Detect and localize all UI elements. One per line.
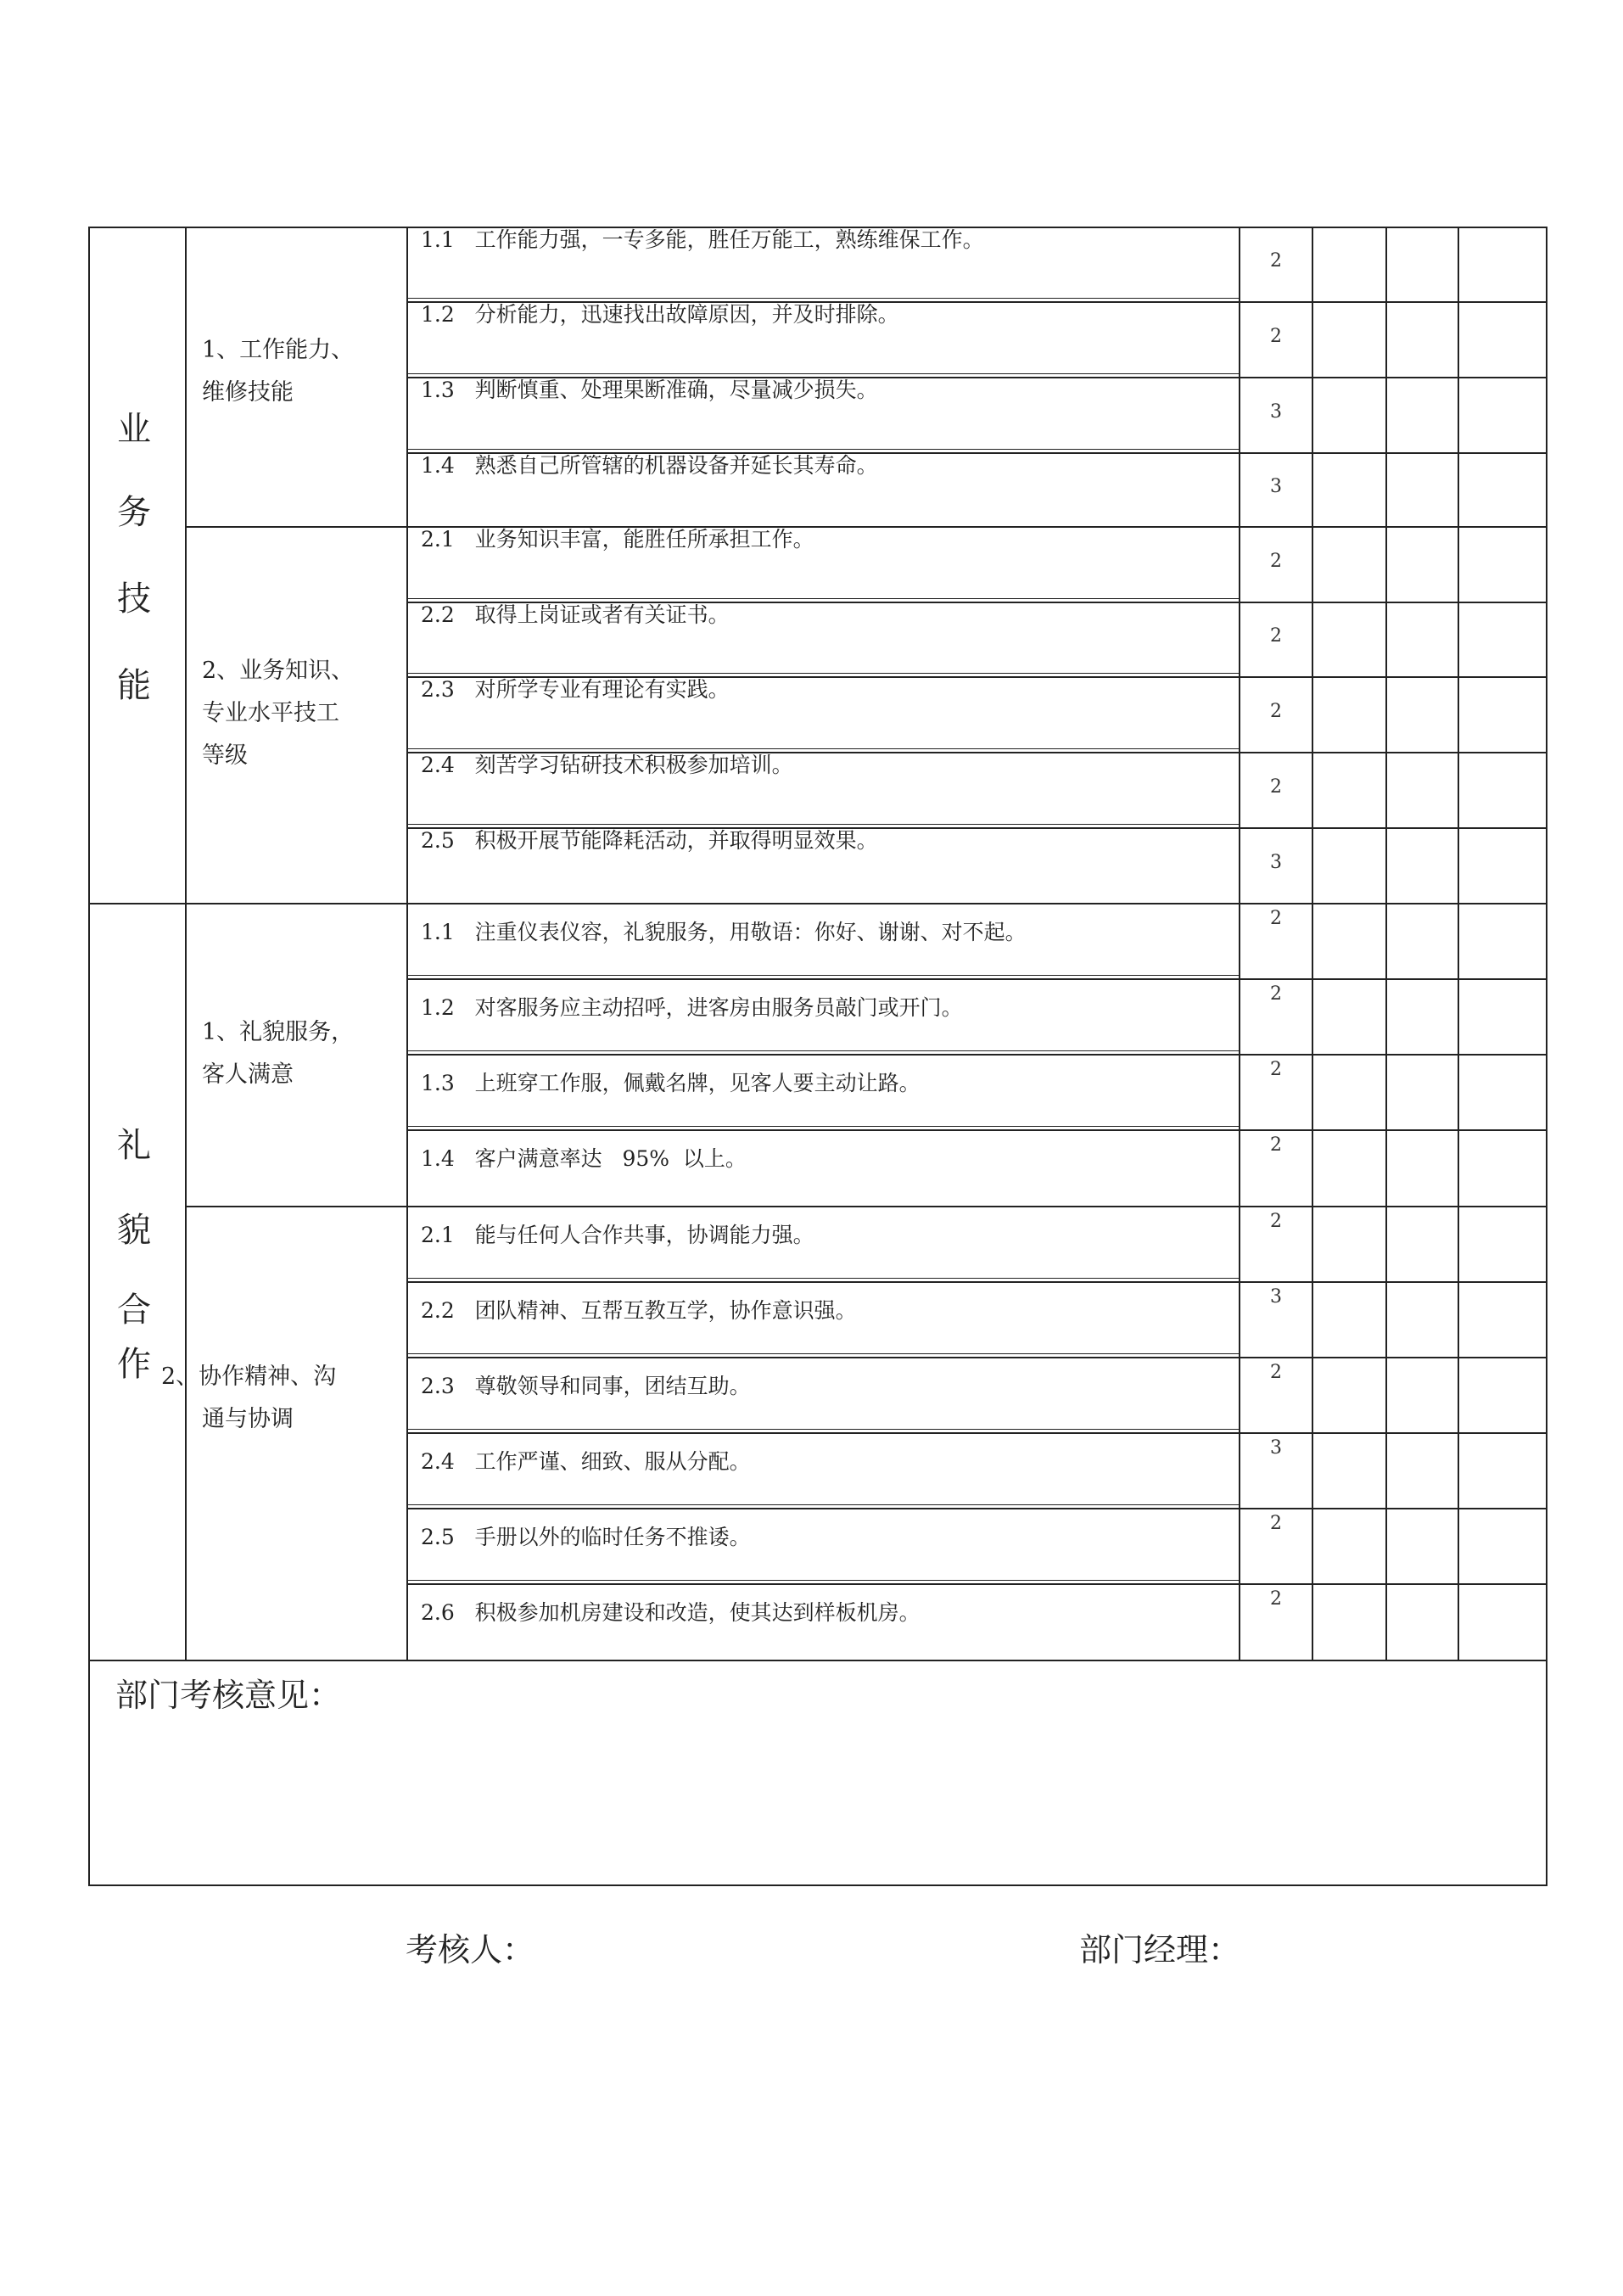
subcategory-label [202, 1011, 406, 1096]
assessor-label: 考核人： [406, 1931, 535, 1968]
item-text: 1.3 上班穿工作服，佩戴名牌，见客人要主动让路。 [421, 1071, 921, 1095]
item-score: 3 [1270, 476, 1282, 497]
row-divider-inner [406, 748, 1239, 749]
item-text: 2.5 积极开展节能降耗活动，并取得明显效果。 [421, 828, 878, 853]
subcategory-line: 1、礼貌服务， [202, 1019, 355, 1045]
manager-label: 部门经理： [1079, 1931, 1241, 1968]
row-divider-inner [406, 449, 1239, 450]
row-divider [406, 1583, 1547, 1585]
item-text: 1.2 分析能力，迅速找出故障原因，并及时排除。 [421, 302, 899, 327]
item-score: 2 [1270, 776, 1282, 798]
item-text: 1.1 工作能力强，一专多能，胜任万能工，熟练维保工作。 [421, 227, 984, 252]
row-divider-inner [406, 598, 1239, 599]
subcategory-divider [185, 1206, 1547, 1207]
item-score: 2 [1270, 701, 1282, 722]
row-divider-inner [406, 1429, 1239, 1430]
item-score: 2 [1270, 983, 1282, 1005]
item-score: 2 [1270, 1513, 1282, 1534]
category-char: 礼 [117, 1126, 151, 1165]
subcategory-line: 维修技能 [202, 379, 294, 406]
row-divider-inner [406, 1278, 1239, 1279]
item-text: 2.3 对所学专业有理论有实践。 [421, 677, 730, 702]
item-text: 1.1 注重仪表仪容，礼貌服务，用敬语：你好、谢谢、对不起。 [421, 920, 1027, 944]
item-text: 2.4 工作严谨、细致、服从分配。 [421, 1449, 751, 1474]
item-score: 2 [1270, 1362, 1282, 1383]
row-divider [406, 1054, 1547, 1056]
item-score: 2 [1270, 1134, 1282, 1156]
row-divider [406, 1508, 1547, 1509]
column-divider [1312, 227, 1313, 1660]
column-divider [185, 227, 187, 1660]
subcategory-label [202, 650, 406, 777]
item-text: 2.3 尊敬领导和同事，团结互助。 [421, 1374, 751, 1398]
category-char: 合 [117, 1291, 151, 1330]
row-divider-inner [406, 1504, 1239, 1505]
category-char: 技 [117, 580, 151, 619]
item-text: 2.1 能与任何人合作共事，协调能力强。 [421, 1223, 814, 1247]
category-char: 貌 [117, 1211, 151, 1250]
row-divider-inner [406, 824, 1239, 825]
category-char: 务 [117, 493, 151, 532]
row-divider-inner [406, 1126, 1239, 1127]
item-text: 2.2 团队精神、互帮互教互学，协作意识强。 [421, 1298, 857, 1323]
item-score: 2 [1270, 1059, 1282, 1080]
item-score: 2 [1270, 908, 1282, 929]
subcategory-line: 专业水平技工 [202, 700, 339, 726]
item-score: 2 [1270, 1588, 1282, 1610]
category-divider [88, 903, 1547, 904]
subcategory-line: 等级 [202, 742, 248, 769]
column-divider [1458, 227, 1459, 1660]
item-text: 1.4 客户满意率达 95% 以上。 [421, 1146, 747, 1171]
row-divider [406, 1281, 1547, 1283]
row-divider [406, 1357, 1547, 1358]
column-divider [406, 227, 408, 1660]
item-text: 1.4 熟悉自己所管辖的机器设备并延长其寿命。 [421, 453, 878, 478]
footer-divider [88, 1660, 1547, 1661]
row-divider [406, 1129, 1547, 1131]
subcategory-line: 1、工作能力、 [202, 337, 355, 363]
subcategory-label [202, 329, 406, 414]
dept-opinion-label: 部门考核意见： [115, 1677, 342, 1714]
row-divider [406, 1432, 1547, 1434]
category-char: 作 [117, 1345, 151, 1384]
subcategory-label [161, 1356, 365, 1441]
item-text: 2.5 手册以外的临时任务不推诿。 [421, 1525, 751, 1549]
row-divider-inner [406, 298, 1239, 299]
item-score: 3 [1270, 1437, 1282, 1459]
subcategory-line: 通与协调 [202, 1406, 294, 1432]
item-score: 2 [1270, 1211, 1282, 1232]
item-text: 1.2 对客服务应主动招呼，进客房由服务员敲门或开门。 [421, 995, 963, 1020]
subcategory-line: 客人满意 [202, 1061, 294, 1088]
item-score: 3 [1270, 852, 1282, 873]
item-score: 2 [1270, 326, 1282, 347]
item-text: 2.1 业务知识丰富，能胜任所承担工作。 [421, 527, 814, 552]
category-char: 能 [117, 666, 151, 705]
category-char: 业 [117, 410, 151, 449]
item-text: 1.3 判断慎重、处理果断准确，尽量减少损失。 [421, 378, 878, 402]
subcategory-line: 2、协作精神、沟 [161, 1364, 337, 1390]
row-divider-inner [406, 373, 1239, 374]
row-divider-inner [406, 975, 1239, 976]
column-divider [1385, 227, 1387, 1660]
item-score: 2 [1270, 250, 1282, 272]
item-text: 2.6 积极参加机房建设和改造，使其达到样板机房。 [421, 1600, 921, 1625]
row-divider-inner [406, 673, 1239, 674]
item-text: 2.2 取得上岗证或者有关证书。 [421, 602, 730, 627]
row-divider-inner [406, 1580, 1239, 1581]
item-score: 2 [1270, 625, 1282, 647]
item-text: 2.4 刻苦学习钻研技术积极参加培训。 [421, 753, 793, 777]
item-score: 3 [1270, 401, 1282, 423]
row-divider [406, 978, 1547, 980]
item-score: 2 [1270, 551, 1282, 572]
subcategory-line: 2、业务知识、 [202, 658, 355, 684]
row-divider-inner [406, 1050, 1239, 1051]
row-divider-inner [406, 1353, 1239, 1354]
item-score: 3 [1270, 1286, 1282, 1308]
